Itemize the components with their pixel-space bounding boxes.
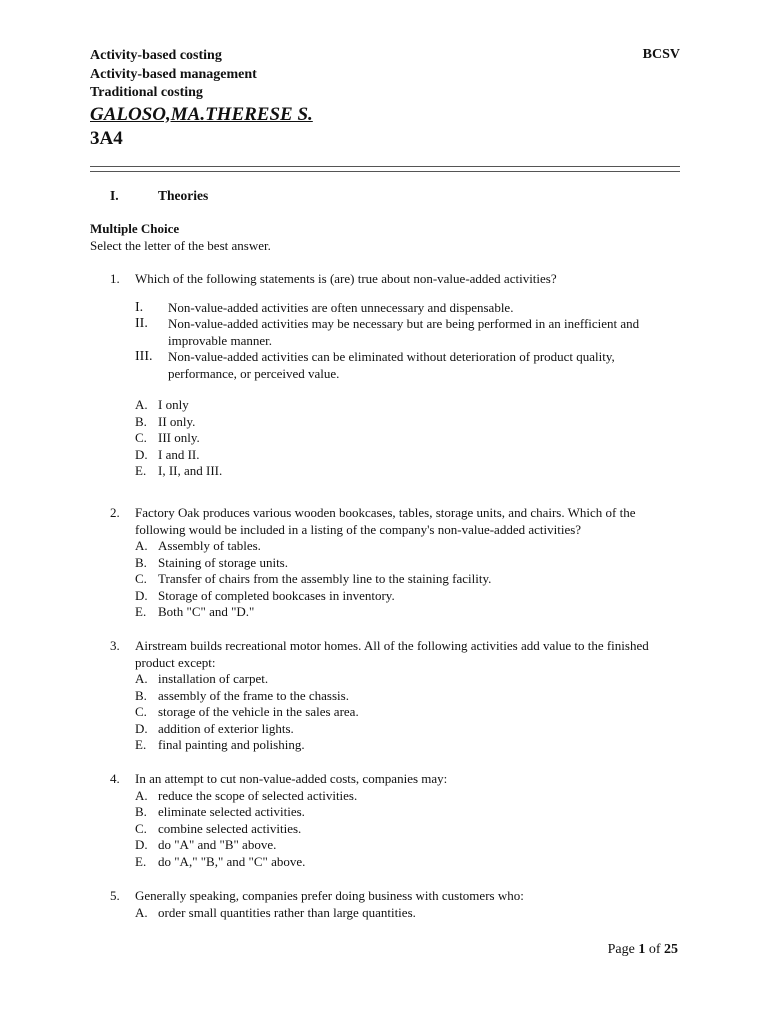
statement-numeral: I. bbox=[135, 299, 144, 315]
total-pages: 25 bbox=[664, 942, 678, 957]
option-item bbox=[135, 704, 682, 721]
course-code: BCSV bbox=[642, 47, 680, 62]
option-letter: A. bbox=[135, 397, 148, 412]
option-text: Staining of storage units. bbox=[158, 554, 288, 570]
option-item bbox=[135, 571, 682, 588]
statement-text: Non-value-added activities are often unnecessary and dispensable. bbox=[168, 299, 514, 315]
header-topic-1: Activity-based costing bbox=[90, 48, 222, 63]
current-page: 1 bbox=[638, 942, 646, 957]
statement-item bbox=[135, 300, 682, 317]
option-list bbox=[135, 538, 682, 621]
student-name: GALOSO,MA.THERESE S. bbox=[90, 103, 313, 125]
statement-text: Non-value-added activities may be necessary but are being performed in an inefficient and improvable manner. bbox=[168, 316, 640, 348]
page-number bbox=[608, 942, 678, 959]
question-text: Factory Oak produces various wooden bookcases, tables, storage units, and chairs. Which of the following would be included in a listing of the company's non-value-added activities? bbox=[135, 505, 636, 537]
option-item bbox=[135, 538, 682, 555]
option-item bbox=[135, 837, 682, 854]
option-text: final painting and polishing. bbox=[158, 737, 305, 752]
option-letter: D. bbox=[135, 587, 148, 603]
option-text: II only. bbox=[158, 413, 196, 429]
header-topic-2: Activity-based management bbox=[90, 66, 257, 82]
option-item bbox=[135, 414, 682, 431]
option-text: Assembly of tables. bbox=[158, 538, 261, 553]
question-number: 3. bbox=[110, 638, 120, 653]
option-item bbox=[135, 397, 682, 414]
question-text: Which of the following statements is (are) true about non-value-added activities? bbox=[135, 271, 557, 286]
option-item bbox=[135, 430, 682, 447]
question-2 bbox=[110, 505, 682, 621]
option-text: installation of carpet. bbox=[158, 671, 269, 686]
option-text: Storage of completed bookcases in inventory. bbox=[158, 587, 395, 603]
multiple-choice-instruction: Select the letter of the best answer. bbox=[90, 237, 271, 253]
class-section: 3A4 bbox=[90, 127, 123, 149]
header-divider-top bbox=[90, 166, 680, 167]
statement-item bbox=[135, 349, 682, 382]
question-number: 5. bbox=[110, 888, 120, 903]
of-word: of bbox=[648, 942, 661, 957]
option-letter: E. bbox=[135, 737, 147, 752]
document-header bbox=[90, 47, 680, 151]
option-text: order small quantities rather than large quantities. bbox=[158, 904, 416, 920]
option-item bbox=[135, 804, 682, 821]
option-item bbox=[135, 555, 682, 572]
option-text: III only. bbox=[158, 430, 200, 445]
option-item bbox=[135, 721, 682, 738]
option-text: do "A," "B," and "C" above. bbox=[158, 853, 306, 869]
option-text: I, II, and III. bbox=[158, 463, 223, 478]
option-text: storage of the vehicle in the sales area. bbox=[158, 704, 359, 719]
option-text: eliminate selected activities. bbox=[158, 804, 305, 819]
question-text: In an attempt to cut non-value-added costs, companies may: bbox=[135, 771, 448, 786]
statement-numeral: III. bbox=[135, 349, 153, 364]
option-text: do "A" and "B" above. bbox=[158, 837, 277, 852]
statement-item bbox=[135, 316, 682, 349]
option-list bbox=[135, 671, 682, 754]
question-text: Generally speaking, companies prefer doing business with customers who: bbox=[135, 888, 524, 903]
option-item bbox=[135, 671, 682, 688]
option-item bbox=[135, 788, 682, 805]
question-5 bbox=[110, 888, 682, 921]
option-letter: B. bbox=[135, 554, 147, 570]
option-text: addition of exterior lights. bbox=[158, 720, 294, 736]
option-item bbox=[135, 447, 682, 464]
header-topic-3: Traditional costing bbox=[90, 85, 203, 100]
option-letter: D. bbox=[135, 837, 148, 852]
option-item bbox=[135, 688, 682, 705]
multiple-choice-title: Multiple Choice bbox=[90, 221, 180, 236]
option-list bbox=[135, 397, 682, 480]
option-letter: C. bbox=[135, 704, 147, 719]
option-letter: D. bbox=[135, 720, 148, 736]
statement-numeral: II. bbox=[135, 316, 148, 331]
option-letter: B. bbox=[135, 687, 147, 703]
option-letter: C. bbox=[135, 430, 147, 445]
option-text: Transfer of chairs from the assembly line to the staining facility. bbox=[158, 571, 492, 586]
page-word: Page bbox=[607, 942, 635, 957]
option-letter: B. bbox=[135, 804, 147, 819]
section-heading bbox=[110, 188, 208, 205]
option-item bbox=[135, 463, 682, 480]
option-item bbox=[135, 737, 682, 754]
option-letter: E. bbox=[135, 463, 147, 478]
question-4 bbox=[110, 771, 682, 870]
option-list bbox=[135, 905, 682, 922]
option-item bbox=[135, 905, 682, 922]
option-letter: C. bbox=[135, 571, 147, 586]
multiple-choice-intro bbox=[90, 221, 680, 254]
question-text: Airstream builds recreational motor homes. All of the following activities add value to the finished product except: bbox=[135, 638, 649, 670]
option-letter: A. bbox=[135, 671, 148, 686]
option-letter: B. bbox=[135, 413, 147, 429]
option-text: I and II. bbox=[158, 446, 200, 462]
option-item bbox=[135, 604, 682, 621]
option-letter: D. bbox=[135, 446, 148, 462]
option-letter: A. bbox=[135, 904, 148, 920]
section-title: Theories bbox=[158, 188, 209, 203]
option-text: reduce the scope of selected activities. bbox=[158, 787, 358, 803]
option-item bbox=[135, 588, 682, 605]
statement-text: Non-value-added activities can be eliminated without deterioration of product quality, performance, or perceived value. bbox=[168, 349, 615, 381]
question-1 bbox=[110, 271, 682, 480]
option-text: Both "C" and "D." bbox=[158, 604, 255, 619]
option-item bbox=[135, 821, 682, 838]
option-list bbox=[135, 788, 682, 871]
question-number: 2. bbox=[110, 505, 120, 520]
statement-list bbox=[135, 300, 682, 383]
option-letter: E. bbox=[135, 604, 147, 619]
option-letter: E. bbox=[135, 853, 147, 869]
option-text: I only bbox=[158, 397, 189, 412]
option-letter: A. bbox=[135, 787, 148, 803]
option-text: combine selected activities. bbox=[158, 820, 302, 836]
option-letter: C. bbox=[135, 820, 147, 836]
section-numeral: I. bbox=[110, 188, 119, 203]
question-number: 1. bbox=[110, 271, 120, 286]
option-letter: A. bbox=[135, 538, 148, 553]
question-3 bbox=[110, 638, 682, 754]
header-divider-bottom bbox=[90, 171, 680, 172]
option-item bbox=[135, 854, 682, 871]
option-text: assembly of the frame to the chassis. bbox=[158, 687, 349, 703]
question-number: 4. bbox=[110, 771, 120, 786]
